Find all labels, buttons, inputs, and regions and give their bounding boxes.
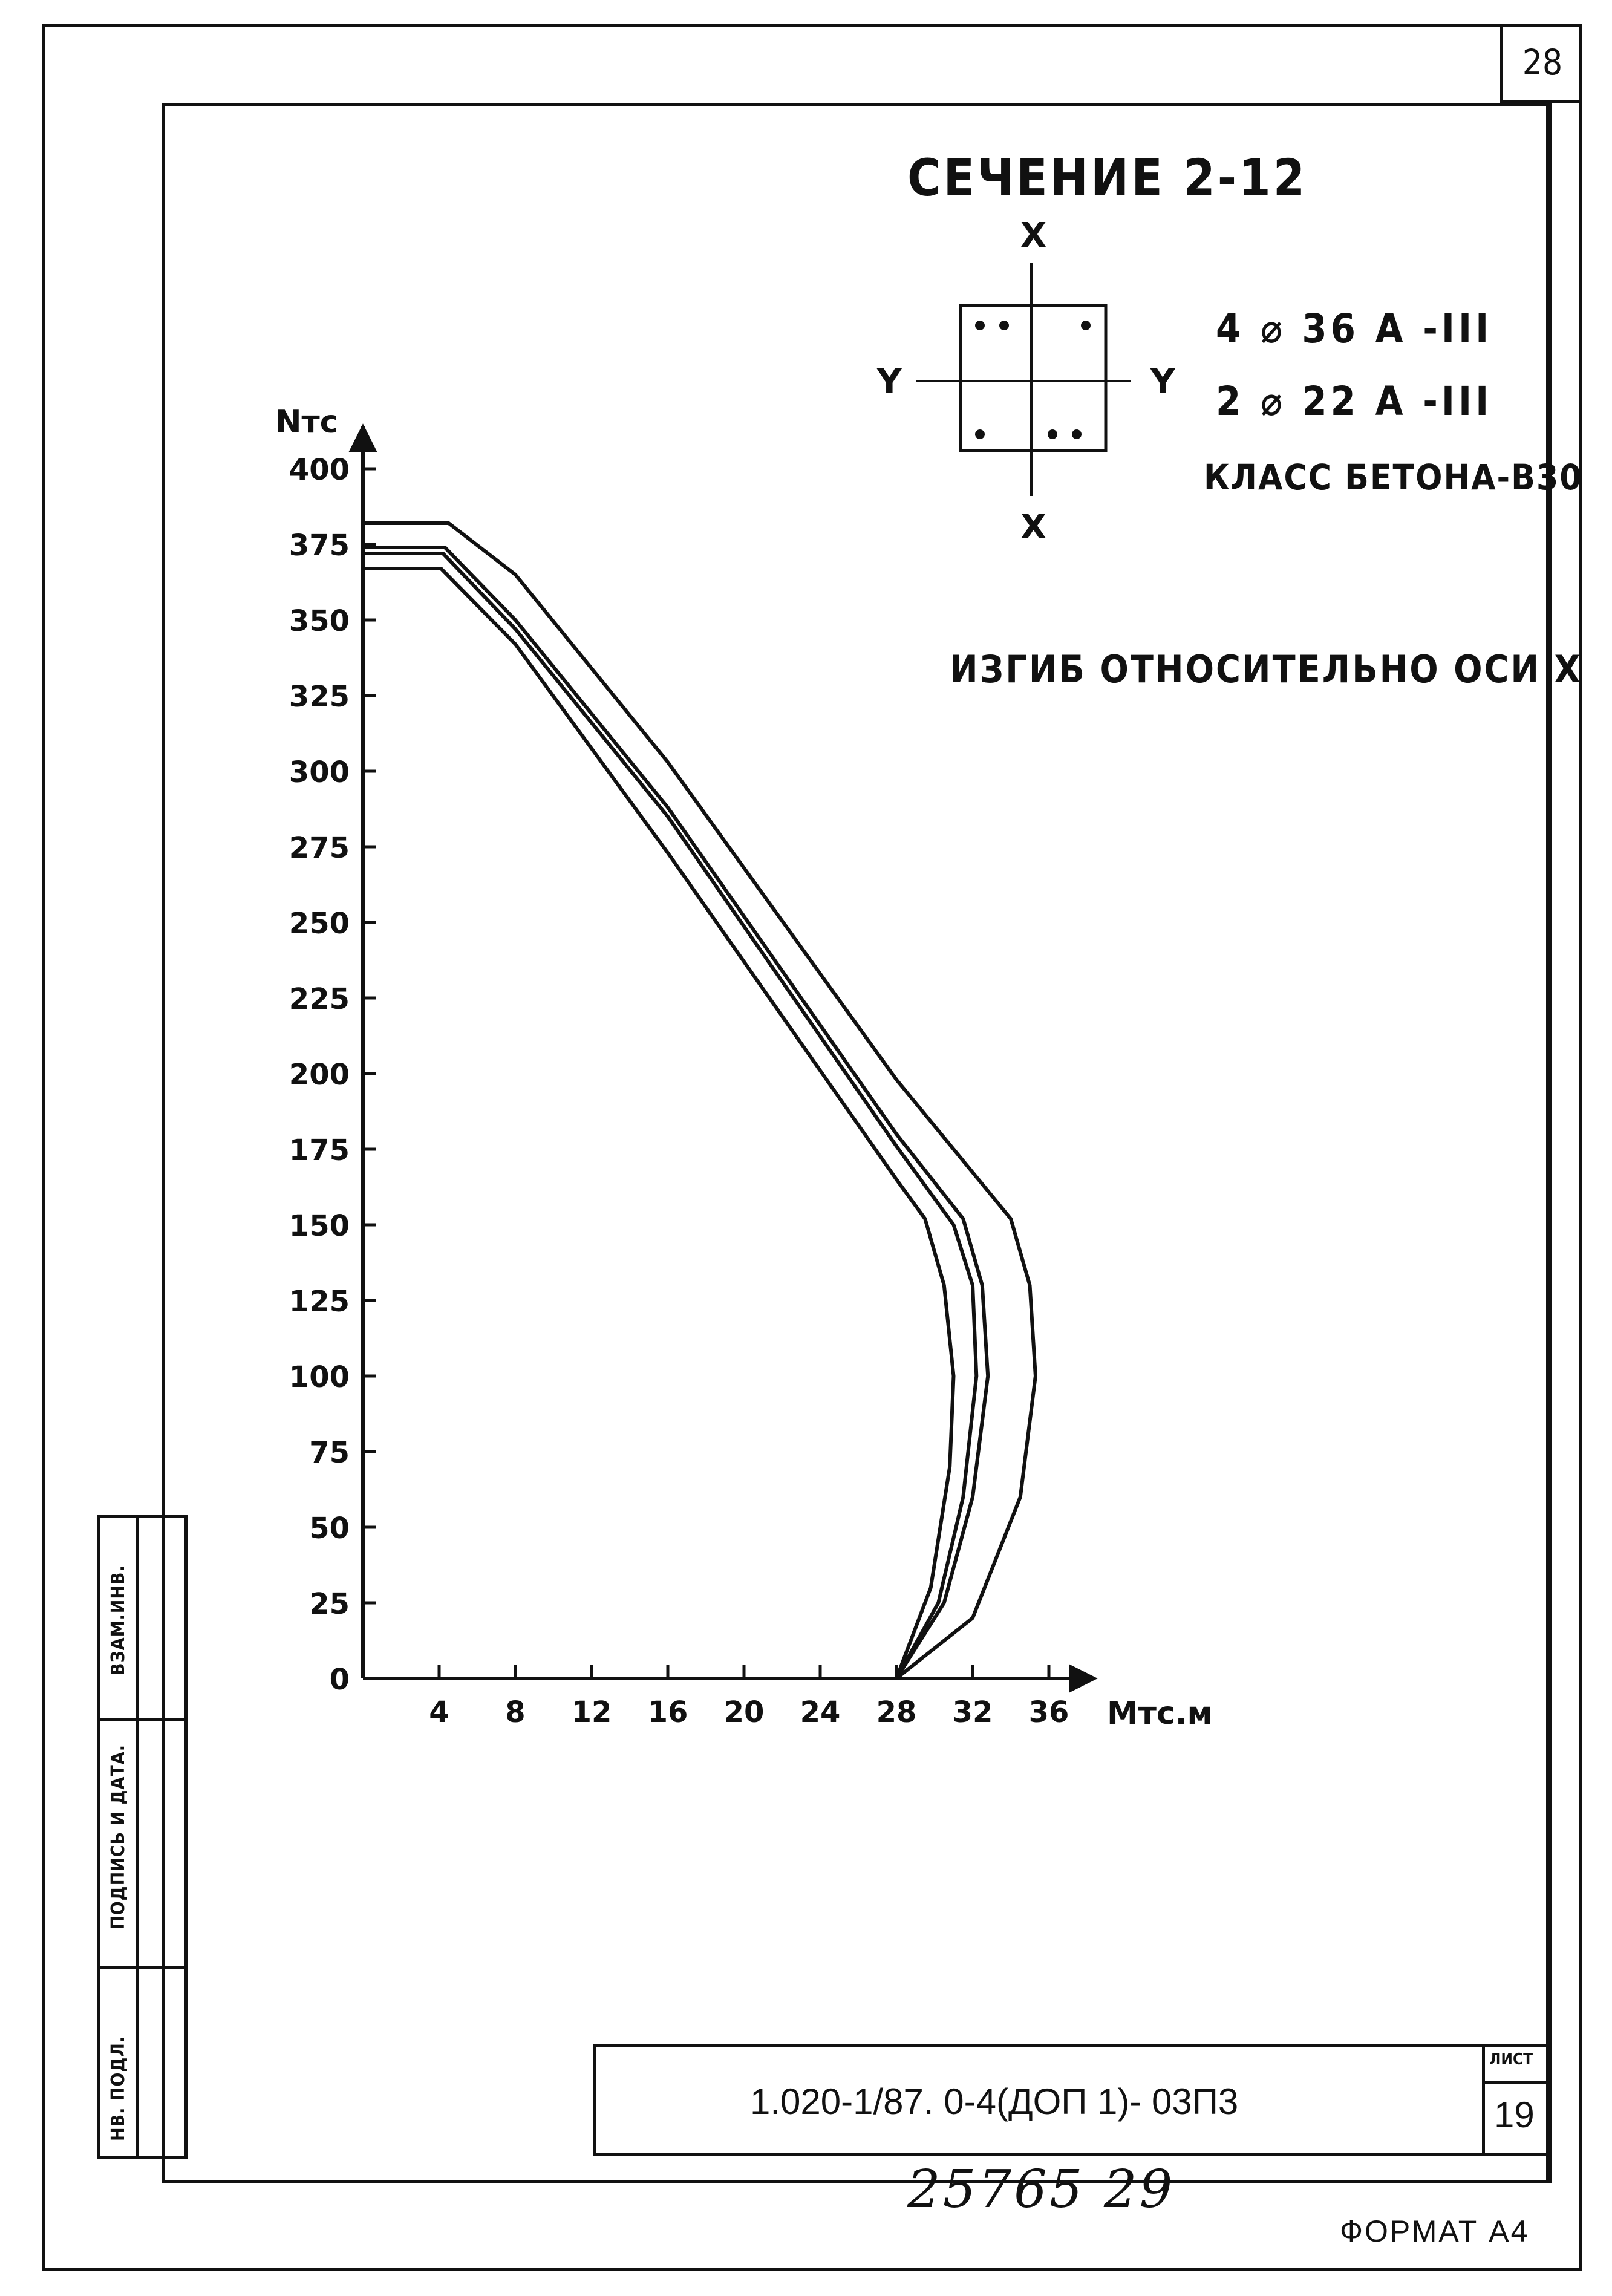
sheet-number: 19 bbox=[1494, 2095, 1535, 2135]
series-line-1 bbox=[363, 523, 1036, 1678]
page-number: 28 bbox=[1500, 24, 1582, 103]
stamp-replace-inv: ВЗАМ.ИНВ. bbox=[108, 1565, 129, 1675]
y-axis-label: Nтс bbox=[275, 404, 339, 440]
y-tick-label: 25 bbox=[309, 1587, 350, 1621]
x-tick-label: 32 bbox=[952, 1695, 993, 1729]
stamp-divider bbox=[97, 1718, 188, 1721]
x-tick-label: 8 bbox=[505, 1695, 526, 1729]
y-tick-label: 375 bbox=[289, 529, 350, 563]
sheet-divider bbox=[1482, 2081, 1552, 2084]
format-label: ФОРМАТ А4 bbox=[1340, 2214, 1530, 2248]
y-tick-label: 250 bbox=[289, 907, 350, 941]
stamp-orig-inv: НВ. ПОДЛ. bbox=[108, 2035, 129, 2141]
stamp-signature-date: ПОДПИСЬ И ДАТА. bbox=[108, 1744, 129, 1929]
x-tick-label: 12 bbox=[571, 1695, 612, 1729]
y-tick-label: 350 bbox=[289, 604, 350, 638]
y-tick-label: 325 bbox=[289, 680, 350, 714]
axis-y-label-right: Y bbox=[1150, 362, 1175, 402]
document-code: 1.020-1/87. 0-4(ДОП 1)- 03П3 bbox=[750, 2081, 1239, 2122]
x-tick-label: 36 bbox=[1028, 1695, 1069, 1729]
y-tick-label: 0 bbox=[329, 1663, 350, 1697]
x-axis-label: Mтс.м bbox=[1107, 1695, 1213, 1732]
x-tick-label: 20 bbox=[723, 1695, 765, 1729]
series-line-2 bbox=[363, 547, 988, 1678]
y-tick-label: 100 bbox=[289, 1360, 350, 1394]
series-line-4 bbox=[363, 569, 954, 1678]
handwritten-note: 25765 29 bbox=[907, 2159, 1175, 2220]
y-tick-label: 150 bbox=[289, 1209, 350, 1243]
stamp-divider bbox=[97, 1966, 188, 1969]
y-tick-label: 125 bbox=[289, 1285, 350, 1319]
y-tick-label: 50 bbox=[309, 1512, 350, 1545]
y-tick-label: 75 bbox=[309, 1436, 350, 1470]
y-tick-label: 300 bbox=[289, 755, 350, 789]
y-tick-label: 200 bbox=[289, 1058, 350, 1092]
axis-x-label-bottom: X bbox=[1020, 507, 1047, 547]
y-tick-label: 225 bbox=[289, 982, 350, 1016]
bending-note: ИЗГИБ ОТНОСИТЕЛЬНО ОСИ X bbox=[950, 647, 1582, 691]
y-tick-label: 275 bbox=[289, 831, 350, 865]
sheet-label: ЛИСТ bbox=[1489, 2050, 1533, 2069]
axis-x-label-top: X bbox=[1020, 216, 1047, 255]
x-tick-label: 24 bbox=[800, 1695, 841, 1729]
section-title: СЕЧЕНИЕ 2-12 bbox=[907, 148, 1308, 207]
x-tick-label: 4 bbox=[429, 1695, 449, 1729]
y-tick-label: 175 bbox=[289, 1133, 350, 1167]
y-tick-label: 400 bbox=[289, 453, 350, 487]
x-tick-label: 16 bbox=[647, 1695, 688, 1729]
x-tick-label: 28 bbox=[876, 1695, 917, 1729]
rebar-line-1: 4 ⌀ 36 А -III bbox=[1216, 305, 1493, 352]
axis-y-label-left: Y bbox=[877, 362, 902, 402]
concrete-class: КЛАСС БЕТОНА-В30 bbox=[1204, 457, 1583, 498]
rebar-line-2: 2 ⌀ 22 А -III bbox=[1216, 378, 1493, 425]
